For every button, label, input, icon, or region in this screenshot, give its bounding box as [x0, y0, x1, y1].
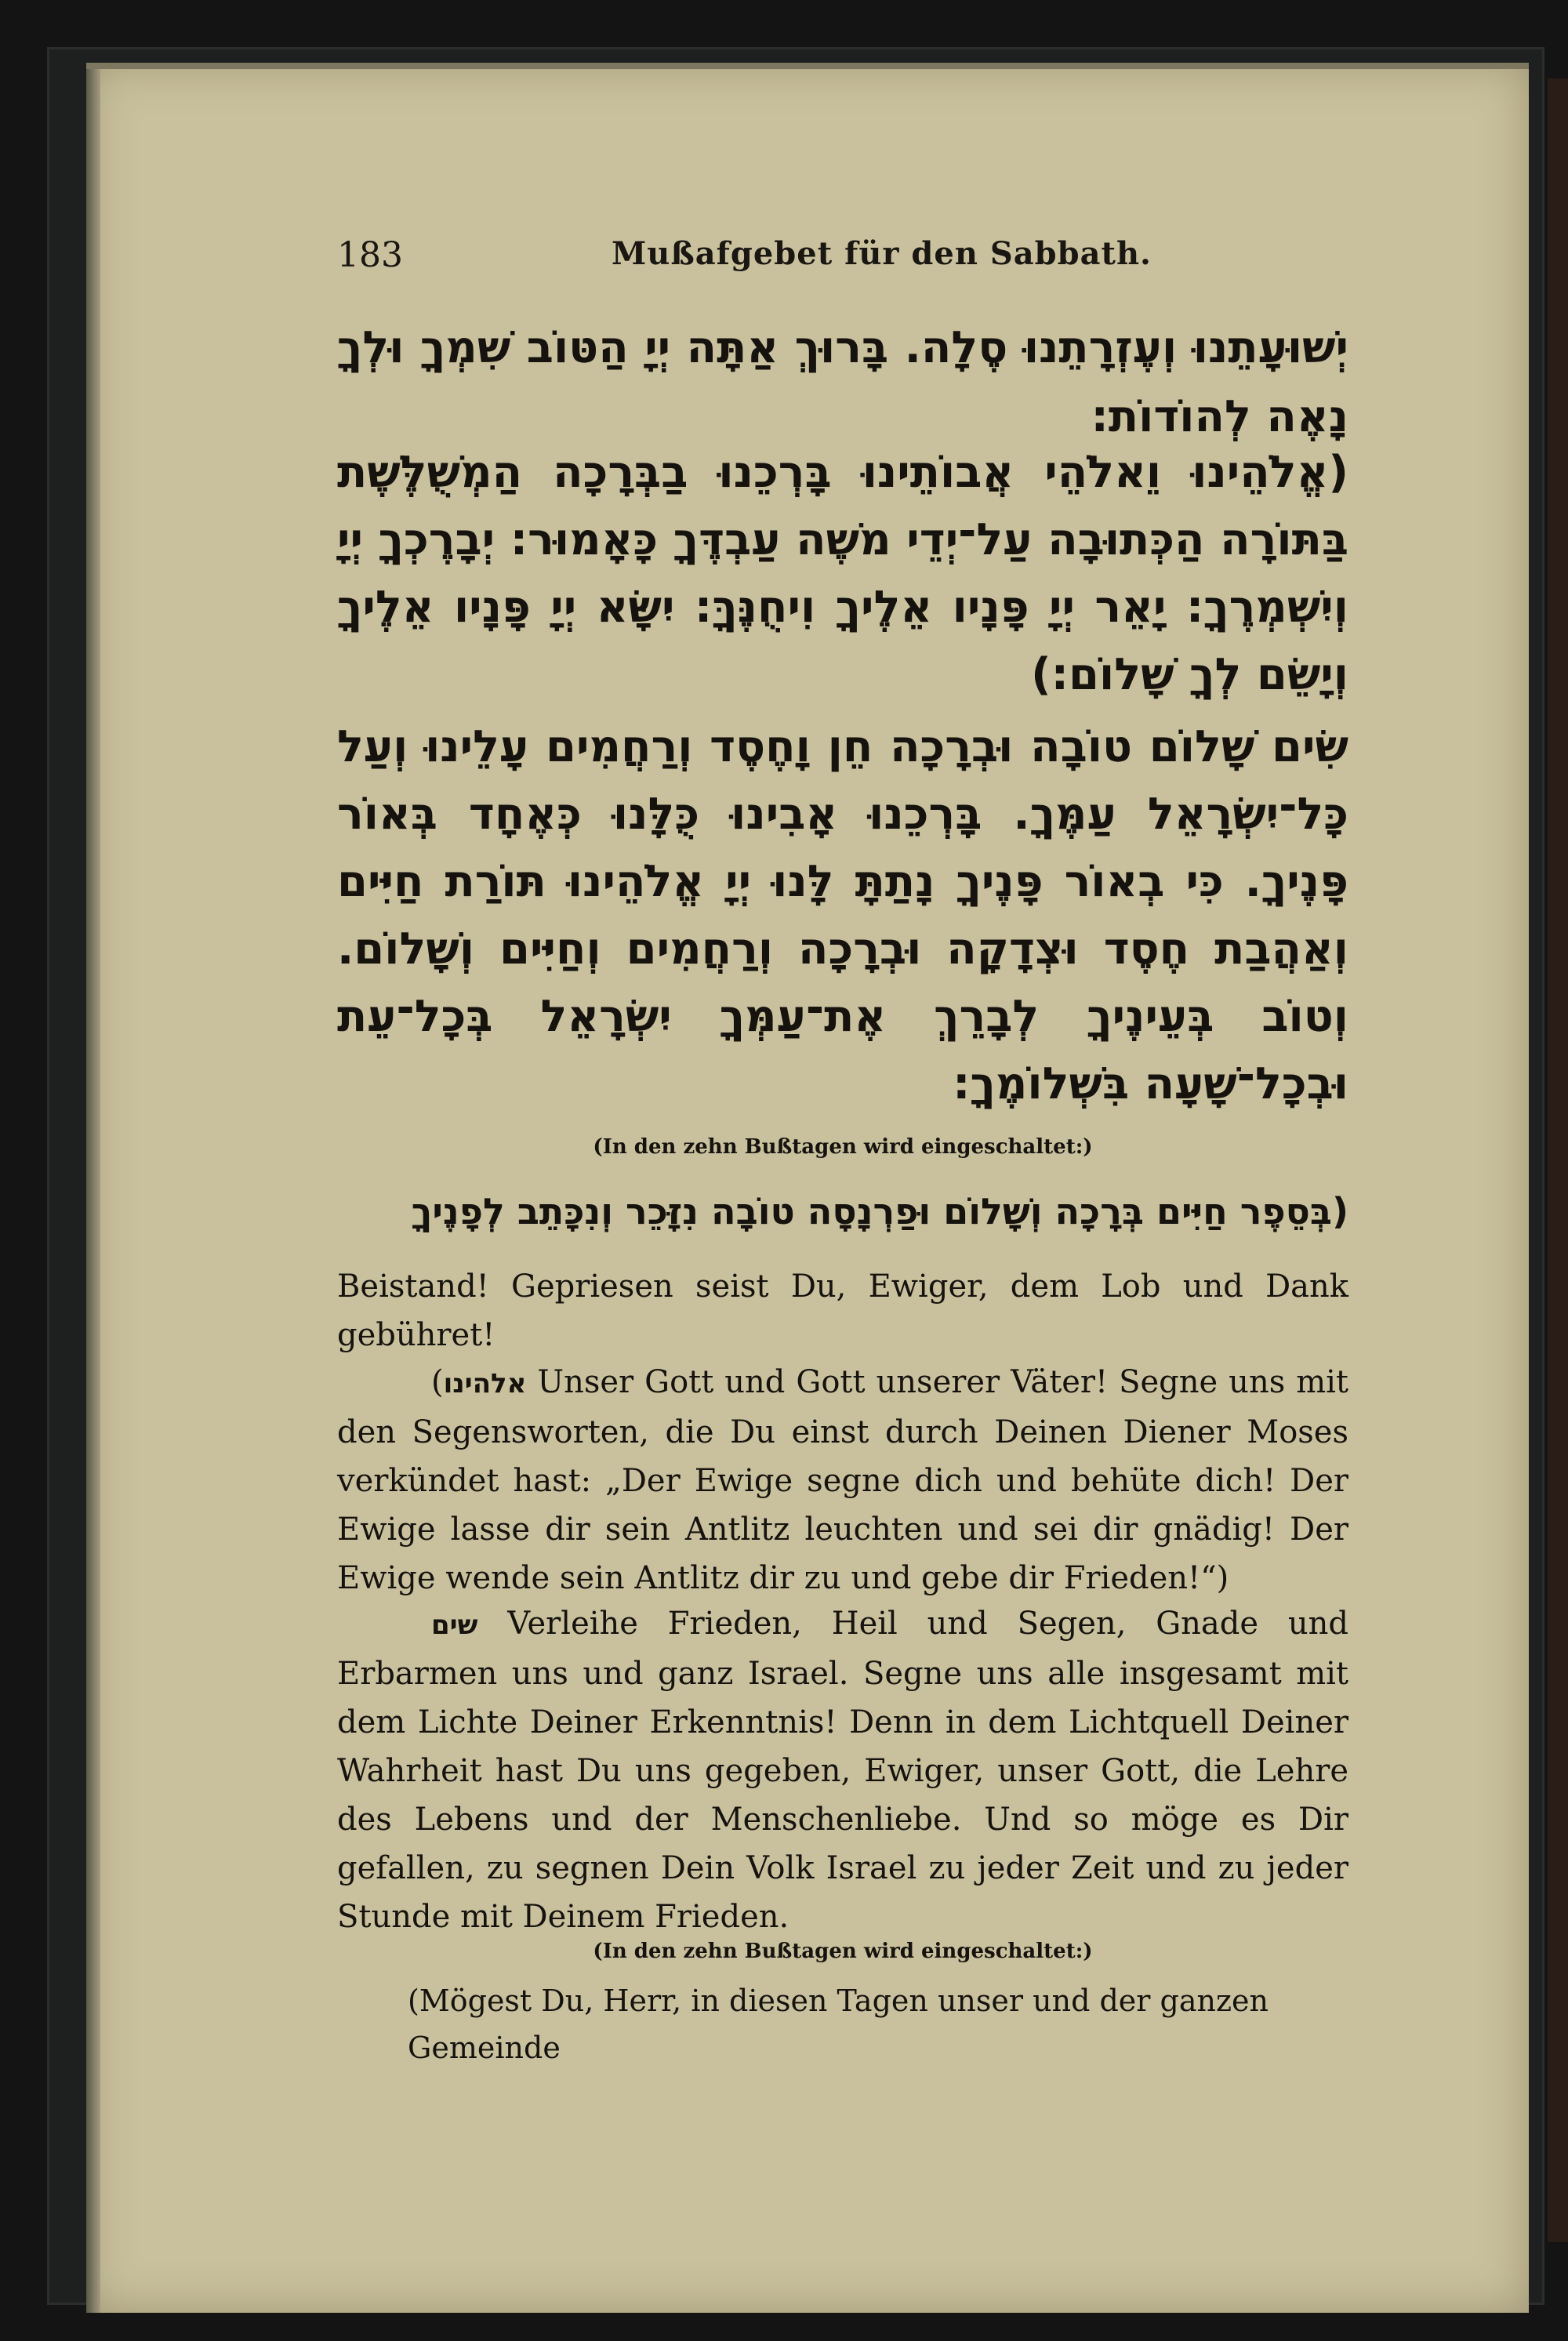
- page-gutter: [86, 63, 100, 2313]
- german-paragraph-1: [337, 1262, 1348, 1359]
- german-text-block: [337, 1599, 1348, 1941]
- insertion-note-1: (In den zehn Bußtagen wird eingeschaltet:): [593, 1135, 1093, 1159]
- hebrew-text: (אֱלֹהֵינוּ וֵאלֹהֵי אֲבוֹתֵינוּ בָּרְכֵנוּ בַבְּרָכָה הַמְשֻׁלֶּשֶׁת בַּתּוֹרָה הַכְּתוּבָה עַל־יְדֵי משֶׁה עַבְדֶּךָ כָּאָמוּר: יְבָרֶכְךָ יְיָ וְיִשְׁמְרֶךָ: יָאֵר יְיָ פָּנָיו אֵלֶיךָ וִיחֻנֶּךָּ: יִשָּׂא יְיָ פָּנָיו אֵלֶיךָ וְיָשֵׂם לְךָ שָׁלוֹם:): [337, 447, 1348, 700]
- hebrew-text: יְשׁוּעָתֵנוּ וְעֶזְרָתֵנוּ סֶלָה. בָּרוּךְ אַתָּה יְיָ הַטּוֹב שִׁמְךָ וּלְךָ נָאֶה לְהוֹדוֹת:: [337, 322, 1348, 442]
- german-paragraph-4: (Mögest Du, Herr, in diesen Tagen unser und der ganzen Gemeinde: [408, 1983, 1269, 2065]
- german-text: Beistand! Gepriesen seist Du, Ewiger, dem Lob und Dank gebühret!: [337, 1268, 1348, 1353]
- german-text: Verleihe Frieden, Heil und Segen, Gnade und Erbarmen uns und ganz Israel. Segne uns alle insgesamt mit dem Lichte Deiner Erkenntnis! Denn in dem Lichtquell Deiner Wahrheit hast Du uns gegeben, Ewiger, unser Gott, die Lehre des Lebens und der Menschenliebe. Und so möge es Dir gefallen, zu segnen Dein Volk Israel zu jeder Zeit und zu jeder Stunde mit Deinem Frieden.: [337, 1606, 1348, 1935]
- german-text-block: (אלהינו Unser Gott und Gott unserer Väter! Segne uns mit den Segensworten, die Du einst durch Deinen Diener Moses verkündet hast: „Der Ewige segne dich und behüte dich! Der Ewige lasse dir sein Antlitz leuchten und sei dir gnädig! Der Ewige wende sein Antlitz dir zu und gebe dir Frieden!“): [337, 1364, 1348, 1596]
- german-text: Unser Gott und Gott unserer Väter! Segne uns mit den Segensworten, die Du einst durch Deinen Diener Moses verkündet hast: „Der Ewige segne dich und behüte dich! Der Ewige lasse dir sein Antlitz leuchten und sei dir gnädig! Der Ewige wende sein Antlitz dir zu und gebe dir Frieden!“): [337, 1364, 1348, 1596]
- hebrew-insertion: (בְּסֵפֶר חַיִּים בְּרָכָה וְשָׁלוֹם וּפַרְנָסָה טוֹבָה נִזָּכֵר וְנִכָּתֵב לְפָנֶיךָ: [411, 1190, 1348, 1232]
- hebrew-text: שִׂים שָׁלוֹם טוֹבָה וּבְרָכָה חֵן וָחֶסֶד וְרַחֲמִים עָלֵינוּ וְעַל כָּל־יִשְׂרָאֵל עַמֶּךָ. בָּרְכֵנוּ אָבִינוּ כֻּלָּנוּ כְּאֶחָד בְּאוֹר פָּנֶיךָ. כִּי בְאוֹר פָּנֶיךָ נָתַתָּ לָּנוּ יְיָ אֱלֹהֵינוּ תּוֹרַת חַיִּים וְאַהֲבַת חֶסֶד וּצְדָקָה וּבְרָכָה וְרַחֲמִים וְחַיִּים וְשָׁלוֹם. וְטוֹב בְּעֵינֶיךָ לְבָרֵךְ אֶת־עַמְּךָ יִשְׂרָאֵל בְּכָל־עֵת וּבְכָל־שָׁעָה בִּשְׁלוֹמֶךָ:: [337, 721, 1348, 1109]
- hebrew-paragraph-2: [337, 439, 1348, 709]
- page-top-edge: [86, 63, 1529, 69]
- insertion-note-2: (In den zehn Bußtagen wird eingeschaltet:): [593, 1940, 1093, 1963]
- hebrew-paragraph-3: [337, 713, 1348, 1118]
- hebrew-keyword: שים: [431, 1610, 478, 1641]
- hebrew-keyword: אלהינו: [443, 1368, 527, 1399]
- page-number: 183: [337, 235, 403, 275]
- german-paragraph-2: [337, 1358, 1348, 1602]
- book-cover-edge: [1548, 78, 1568, 2242]
- running-title: Mußafgebet für den Sabbath.: [612, 235, 1152, 272]
- german-paragraph-3: [337, 1599, 1348, 1941]
- hebrew-paragraph-1: [337, 314, 1348, 452]
- page-header: [337, 227, 1356, 282]
